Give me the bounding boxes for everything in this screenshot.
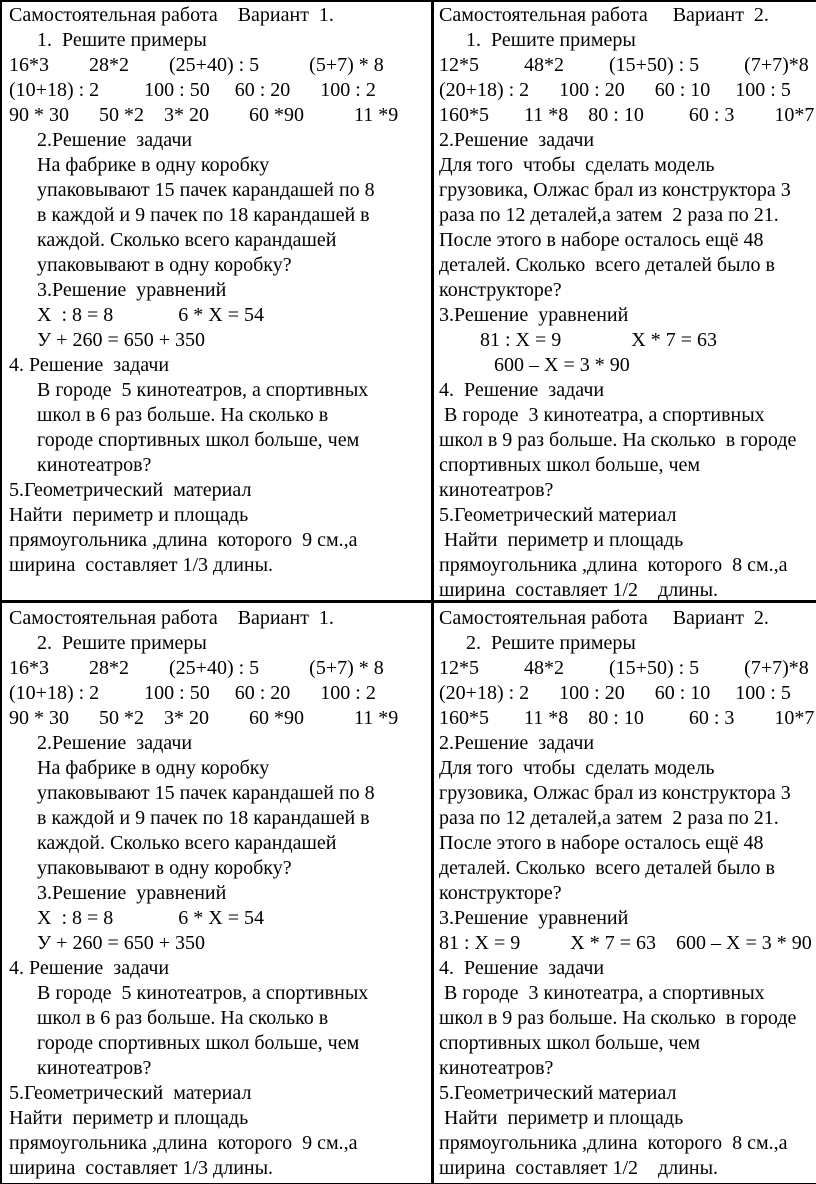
text-line: каждой. Сколько всего карандашей <box>37 229 337 251</box>
text-line: 12*5 48*2 (15+50) : 5 (7+7)*8 <box>439 657 809 679</box>
cell-bottom-left-variant-1 <box>1 603 431 1183</box>
text-line: Найти периметр и площадь <box>439 529 684 551</box>
text-line: После этого в наборе осталось ещё 48 <box>439 229 764 251</box>
text-line: 90 * 30 50 *2 3* 20 60 *90 11 *9 <box>9 707 399 729</box>
text-line: ширина составляет 1/2 длины. <box>439 579 719 600</box>
text-line: 2.Решение задачи <box>439 732 595 754</box>
text-line: Х : 8 = 8 6 * Х = 54 <box>37 907 265 929</box>
text-line: В городе 3 кинотеатра, а спортивных <box>439 404 765 426</box>
text-line: 5.Геометрический материал <box>9 1082 252 1104</box>
text-line: Найти периметр и площадь <box>439 1107 684 1129</box>
text-line: раза по 12 деталей,а затем 2 раза по 21. <box>439 204 779 226</box>
text-line: 16*3 28*2 (25+40) : 5 (5+7) * 8 <box>9 657 384 679</box>
text-line: прямоугольника ,длина которого 9 см.,а <box>9 1132 358 1154</box>
table-border-top <box>0 0 816 2</box>
text-line: (10+18) : 2 100 : 50 60 : 20 100 : 2 <box>9 682 376 704</box>
text-line: 160*5 11 *8 80 : 10 60 : 3 10*7 <box>439 707 815 729</box>
text-line: 12*5 48*2 (15+50) : 5 (7+7)*8 <box>439 54 809 76</box>
text-line: В городе 5 кинотеатров, а спортивных <box>37 379 369 401</box>
cell-bottom-right-variant-2 <box>434 603 816 1183</box>
table-border-left <box>0 0 2 1184</box>
text-line: Самостоятельная работа Вариант 1. <box>9 4 334 26</box>
text-line: школ в 6 раз больше. На сколько в <box>37 1007 329 1029</box>
text-line: конструкторе? <box>439 279 562 301</box>
text-line: 1. Решите примеры <box>466 29 636 51</box>
text-line: раза по 12 деталей,а затем 2 раза по 21. <box>439 807 779 829</box>
text-line: 90 * 30 50 *2 3* 20 60 *90 11 *9 <box>9 104 399 126</box>
text-line: кинотеатров? <box>37 1057 152 1079</box>
text-line: упаковывают 15 пачек карандашей по 8 <box>37 782 375 804</box>
text-line: деталей. Сколько всего деталей было в <box>439 254 775 276</box>
text-line: в каждой и 9 пачек по 18 карандашей в <box>37 807 370 829</box>
text-line: 160*5 11 *8 80 : 10 60 : 3 10*7 <box>439 104 815 126</box>
text-line: 81 : Х = 9 Х * 7 = 63 600 – Х = 3 * 90 <box>439 932 812 954</box>
text-line: кинотеатров? <box>439 1057 554 1079</box>
text-line: Самостоятельная работа Вариант 1. <box>9 607 334 629</box>
text-line: 5.Геометрический материал <box>439 504 677 526</box>
text-line: 81 : Х = 9 Х * 7 = 63 <box>480 329 718 351</box>
text-line: прямоугольника ,длина которого 9 см.,а <box>9 529 358 551</box>
text-line: спортивных школ больше, чем <box>439 454 701 476</box>
text-line: прямоугольника ,длина которого 8 см.,а <box>439 554 788 576</box>
text-line: упаковывают в одну коробку? <box>37 857 292 879</box>
text-line: ширина составляет 1/3 длины. <box>9 554 274 576</box>
text-line: У + 260 = 650 + 350 <box>37 329 205 351</box>
text-line: городе спортивных школ больше, чем <box>37 1032 360 1054</box>
text-line: У + 260 = 650 + 350 <box>37 932 205 954</box>
text-line: Для того чтобы сделать модель <box>439 757 715 779</box>
text-line: Самостоятельная работа Вариант 2. <box>439 607 769 629</box>
cell-top-left-variant-1 <box>1 1 431 600</box>
text-line: 600 – Х = 3 * 90 <box>494 354 630 376</box>
text-line: школ в 6 раз больше. На сколько в <box>37 404 329 426</box>
text-line: 4. Решение задачи <box>439 379 605 401</box>
text-line: Для того чтобы сделать модель <box>439 154 715 176</box>
text-line: школ в 9 раз больше. На сколько в городе <box>439 429 797 451</box>
text-line: Найти периметр и площадь <box>9 1107 249 1129</box>
text-line: 16*3 28*2 (25+40) : 5 (5+7) * 8 <box>9 54 384 76</box>
text-line: грузовика, Олжас брал из конструктора 3 <box>439 782 791 804</box>
text-line: 3.Решение уравнений <box>439 907 629 929</box>
text-line: деталей. Сколько всего деталей было в <box>439 857 775 879</box>
text-line: спортивных школ больше, чем <box>439 1032 701 1054</box>
text-line: 2. Решите примеры <box>466 632 636 654</box>
text-line: Самостоятельная работа Вариант 2. <box>439 4 769 26</box>
text-line: 4. Решение задачи <box>9 957 170 979</box>
text-line: 3.Решение уравнений <box>37 279 227 301</box>
text-line: Х : 8 = 8 6 * Х = 54 <box>37 304 265 326</box>
text-line: прямоугольника ,длина которого 8 см.,а <box>439 1132 788 1154</box>
text-line: 3.Решение уравнений <box>37 882 227 904</box>
text-line: школ в 9 раз больше. На сколько в городе <box>439 1007 797 1029</box>
text-line: упаковывают 15 пачек карандашей по 8 <box>37 179 375 201</box>
text-line: В городе 5 кинотеатров, а спортивных <box>37 982 369 1004</box>
text-line: В городе 3 кинотеатра, а спортивных <box>439 982 765 1004</box>
text-line: 3.Решение уравнений <box>439 304 629 326</box>
text-line: каждой. Сколько всего карандашей <box>37 832 337 854</box>
text-line: (20+18) : 2 100 : 20 60 : 10 100 : 5 <box>439 682 791 704</box>
text-line: ширина составляет 1/3 длины. <box>9 1157 274 1179</box>
text-line: 2.Решение задачи <box>439 129 595 151</box>
text-line: городе спортивных школ больше, чем <box>37 429 360 451</box>
text-line: конструкторе? <box>439 882 562 904</box>
text-line: упаковывают в одну коробку? <box>37 254 292 276</box>
table-divider-vertical <box>431 0 434 1184</box>
text-line: На фабрике в одну коробку <box>37 757 270 779</box>
text-line: 5.Геометрический материал <box>9 479 252 501</box>
text-line: грузовика, Олжас брал из конструктора 3 <box>439 179 791 201</box>
text-line: 2.Решение задачи <box>37 732 193 754</box>
table-divider-horizontal <box>0 600 816 603</box>
text-line: в каждой и 9 пачек по 18 карандашей в <box>37 204 370 226</box>
cell-top-right-variant-2 <box>434 1 816 600</box>
text-line: ширина составляет 1/2 длины. <box>439 1157 719 1179</box>
text-line: 5.Геометрический материал <box>439 1082 677 1104</box>
text-line: После этого в наборе осталось ещё 48 <box>439 832 764 854</box>
text-line: (20+18) : 2 100 : 20 60 : 10 100 : 5 <box>439 79 791 101</box>
text-line: На фабрике в одну коробку <box>37 154 270 176</box>
text-line: Найти периметр и площадь <box>9 504 249 526</box>
text-line: кинотеатров? <box>439 479 554 501</box>
text-line: 4. Решение задачи <box>439 957 605 979</box>
text-line: 1. Решите примеры <box>37 29 207 51</box>
text-line: (10+18) : 2 100 : 50 60 : 20 100 : 2 <box>9 79 376 101</box>
text-line: 2. Решите примеры <box>37 632 207 654</box>
text-line: 4. Решение задачи <box>9 354 170 376</box>
text-line: 2.Решение задачи <box>37 129 193 151</box>
text-line: кинотеатров? <box>37 454 152 476</box>
